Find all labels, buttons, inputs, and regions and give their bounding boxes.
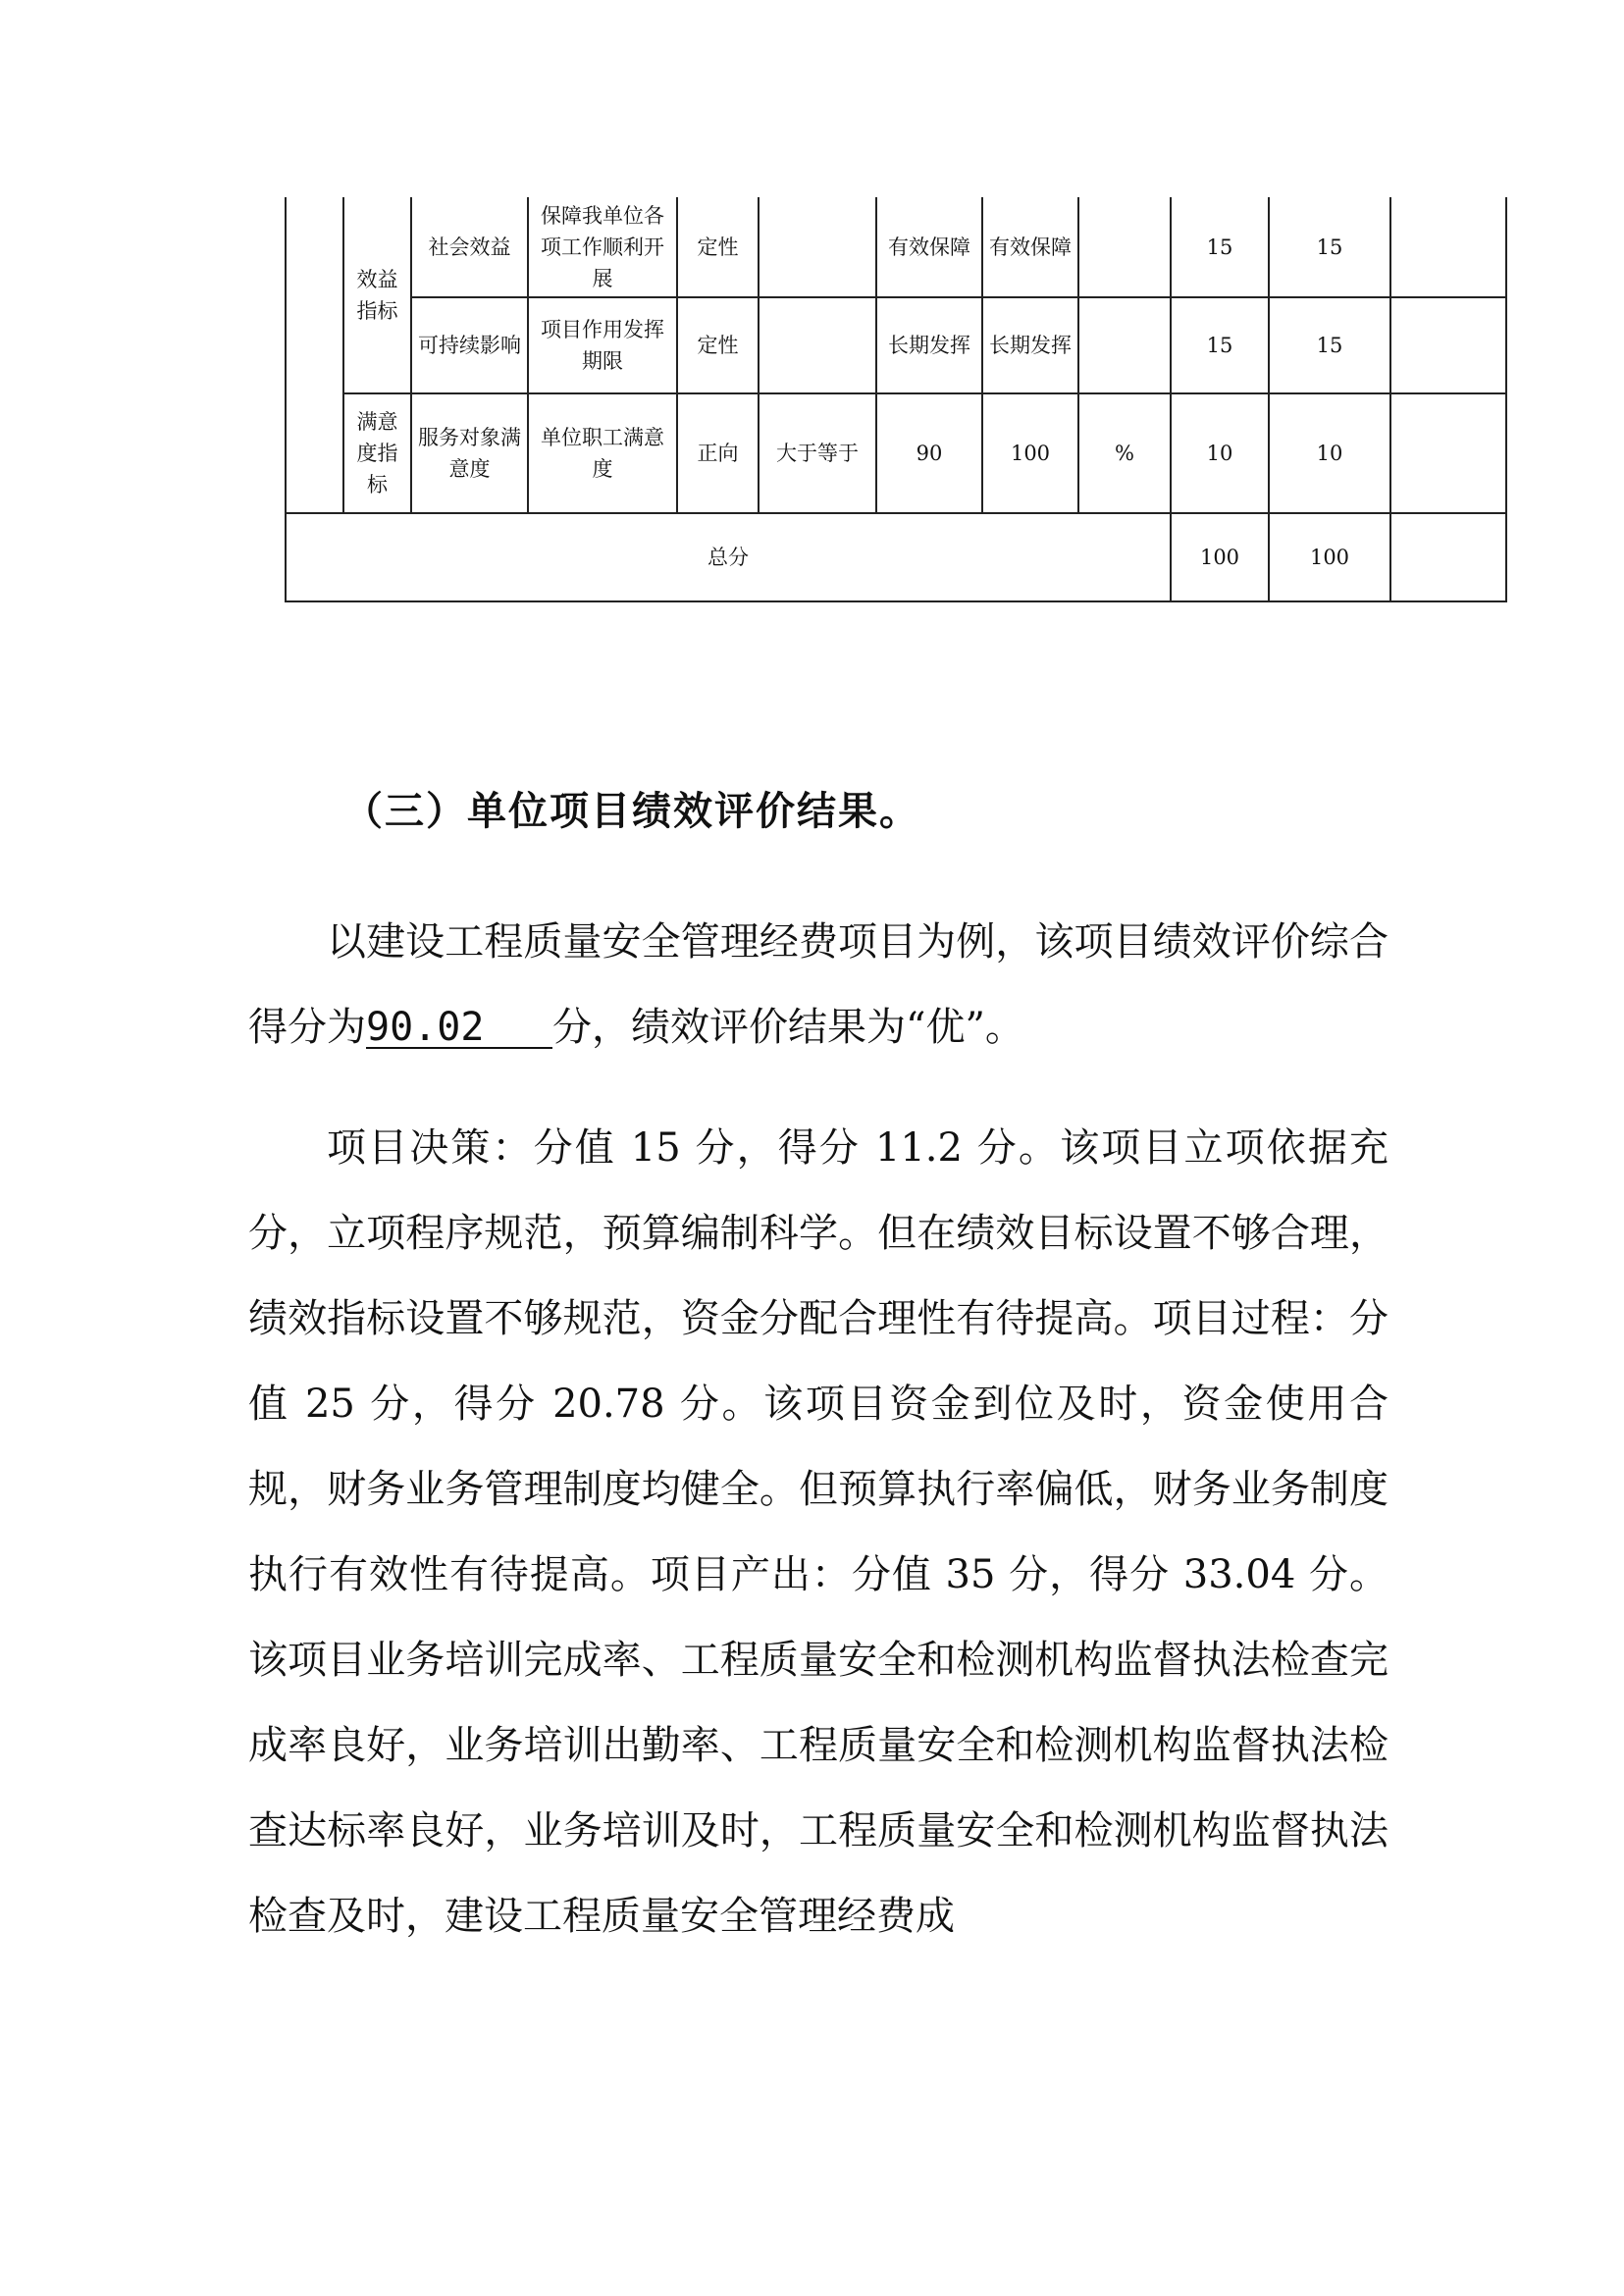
total-weight-cell: 100: [1171, 513, 1269, 601]
score-cell: 15: [1269, 197, 1390, 297]
unit-cell: %: [1078, 393, 1171, 513]
actual-cell: 100: [982, 393, 1078, 513]
actual-cell: 长期发挥: [982, 297, 1078, 393]
nature-cell: 正向: [677, 393, 759, 513]
remark-cell: [1390, 393, 1506, 513]
compare-cell: 大于等于: [759, 393, 876, 513]
score-cell: 10: [1269, 393, 1390, 513]
weight-cell: 10: [1171, 393, 1269, 513]
remark-cell: [1390, 297, 1506, 393]
sub-indicator-cell: 可持续影响: [411, 297, 528, 393]
sub-indicator-cell: 服务对象满意度: [411, 393, 528, 513]
satisfaction-category-cell: 满意度指标: [343, 393, 411, 513]
composite-score: 90.02: [366, 1008, 552, 1049]
analysis-paragraph: 项目决策：分值 15 分，得分 11.2 分。该项目立项依据充分，立项程序规范，预算编制科学。但在绩效目标设置不够合理，绩效指标设置不够规范，资金分配合理性有待提高。项目过程：分值 25 分，得分 20.78 分。该项目资金到位及时，资金使用合规，财务业务管理制度均健全。但预算执行率偏低，财务业务制度执行有效性有待提高。项目产出：分值 35 分，得分 33.04 分。该项目业务培训完成率、工程质量安全和检测机构监督执法检查完成率良好，业务培训出勤率、工程质量安全和检测机构监督执法检查达标率良好，业务培训及时，工程质量安全和检测机构监督执法检查及时，建设工程质量安全管理经费成: [248, 1125, 1388, 1939]
category-blank-cell: [286, 197, 343, 513]
compare-cell: [759, 297, 876, 393]
unit-cell: [1078, 197, 1171, 297]
indicator-cell: 项目作用发挥期限: [528, 297, 677, 393]
nature-cell: 定性: [677, 197, 759, 297]
remark-cell: [1390, 197, 1506, 297]
target-cell: 90: [876, 393, 982, 513]
sub-indicator-cell: 社会效益: [411, 197, 528, 297]
compare-cell: [759, 197, 876, 297]
benefit-category-cell: 效益指标: [343, 197, 411, 393]
performance-table: [285, 197, 1507, 602]
total-remark-cell: [1390, 513, 1506, 601]
weight-cell: 15: [1171, 197, 1269, 297]
indicator-cell: 保障我单位各项工作顺利开展: [528, 197, 677, 297]
section-heading: （三）单位项目绩效评价结果。: [343, 788, 920, 834]
unit-cell: [1078, 297, 1171, 393]
total-label-cell: 总分: [286, 513, 1171, 601]
indicator-cell: 单位职工满意度: [528, 393, 677, 513]
weight-cell: 15: [1171, 297, 1269, 393]
nature-cell: 定性: [677, 297, 759, 393]
actual-cell: 有效保障: [982, 197, 1078, 297]
result-paragraph: 以建设工程质量安全管理经费项目为例，该项目绩效评价综合得分为90.02 分，绩效评价结果为“优”。: [248, 919, 1388, 1050]
score-cell: 15: [1269, 297, 1390, 393]
total-score-cell: 100: [1269, 513, 1390, 601]
target-cell: 长期发挥: [876, 297, 982, 393]
target-cell: 有效保障: [876, 197, 982, 297]
